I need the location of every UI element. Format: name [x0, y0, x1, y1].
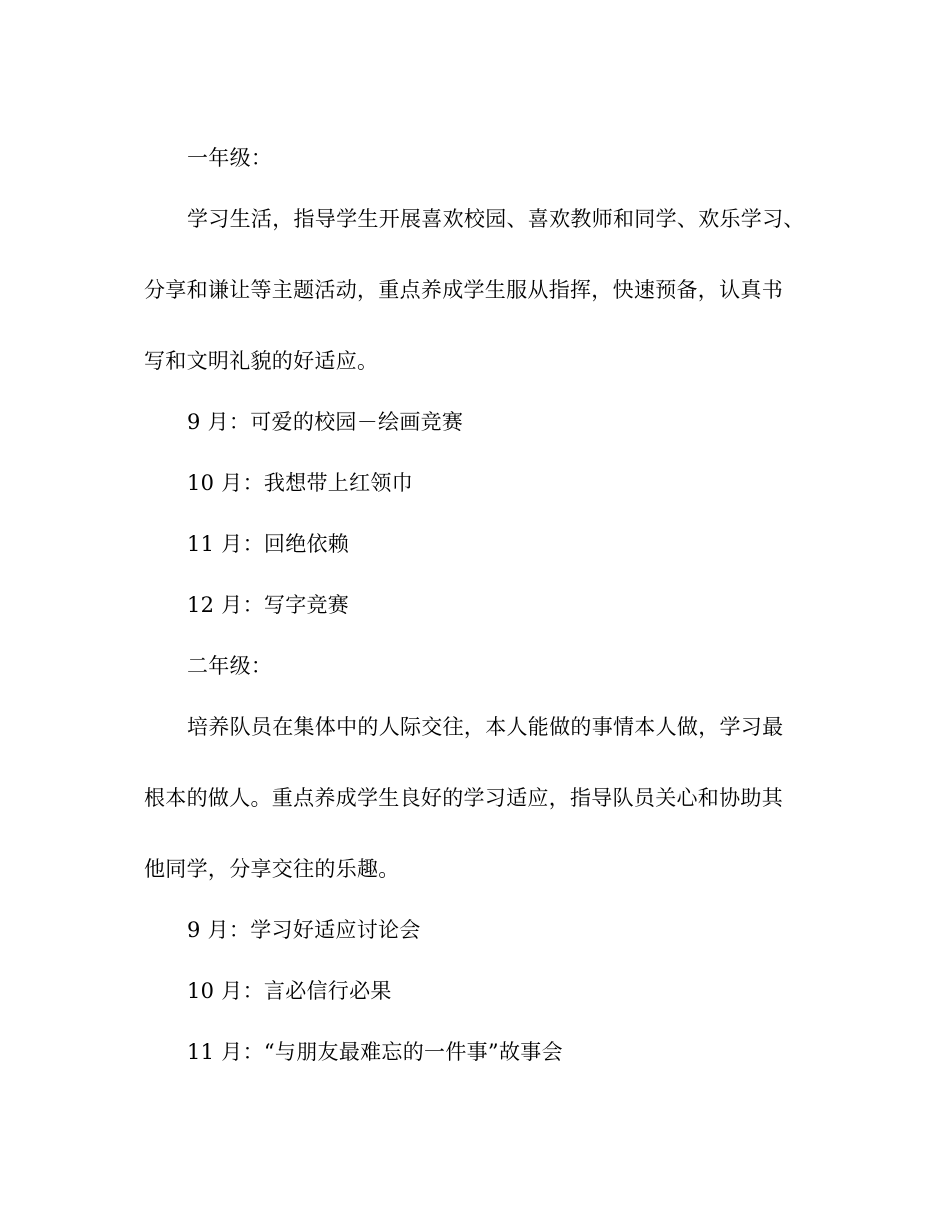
grade1-paragraph-line: 分享和谦让等主题活动，重点养成学生服从指挥，快速预备，认真书 [144, 278, 783, 302]
grade2-paragraph-line: 根本的做人。重点养成学生良好的学习适应，指导队员关心和协助其 [144, 786, 783, 810]
grade2-month-item: 9 月：学习好适应讨论会 [187, 918, 421, 942]
grade2-heading: 二年级： [187, 654, 273, 678]
grade1-heading: 一年级： [187, 146, 273, 170]
grade2-month-item: 10 月：言必信行必果 [187, 979, 392, 1003]
grade1-paragraph-line: 学习生活，指导学生开展喜欢校园、喜欢教师和同学、欢乐学习、 [187, 207, 805, 231]
grade1-paragraph-line: 写和文明礼貌的好适应。 [144, 349, 379, 373]
grade2-paragraph-line: 他同学，分享交往的乐趣。 [144, 857, 400, 881]
grade1-month-item: 9 月：可爱的校园－绘画竞赛 [187, 410, 464, 434]
grade1-month-item: 11 月：回绝依赖 [187, 532, 350, 556]
grade1-month-item: 10 月：我想带上红领巾 [187, 471, 413, 495]
grade1-month-item: 12 月：写字竞赛 [187, 593, 350, 617]
grade2-paragraph-line: 培养队员在集体中的人际交往，本人能做的事情本人做，学习最 [187, 715, 784, 739]
grade2-month-item: 11 月：“与朋友最难忘的一件事”故事会 [187, 1040, 563, 1064]
